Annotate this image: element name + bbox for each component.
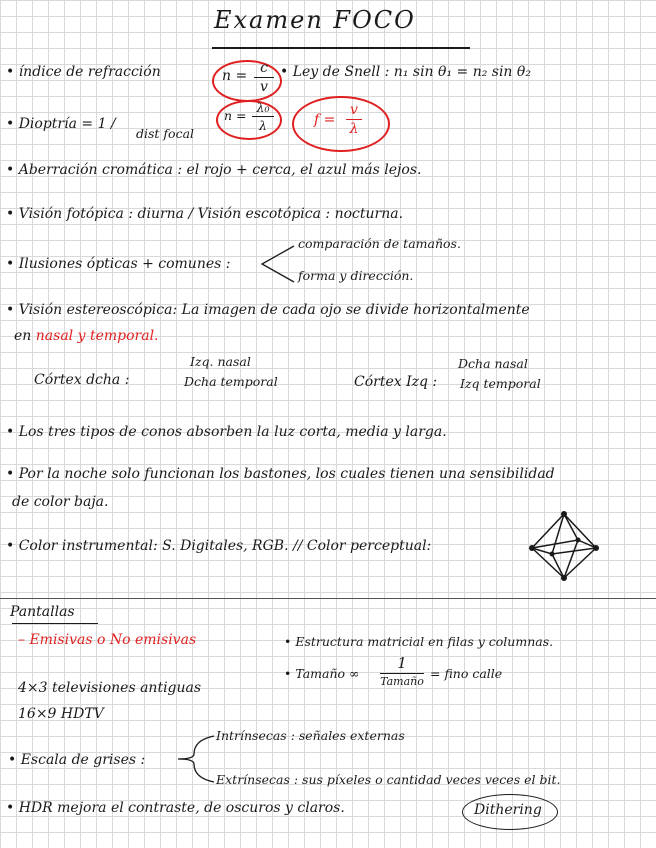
note-estereo-line2 xyxy=(14,328,159,344)
pantallas-underline xyxy=(12,623,98,624)
cortex-izq-bottom: Izq temporal xyxy=(460,376,541,391)
pantallas-tamano-rhs: = fino calle xyxy=(430,666,503,681)
cortex-dcha-bottom: Dcha temporal xyxy=(184,374,278,389)
fraction-bar xyxy=(254,77,274,78)
cortex-izq-label: Córtex Izq : xyxy=(354,374,438,390)
ilusiones-item-2: forma y dirección. xyxy=(298,268,414,283)
note-estereo-line1: • Visión estereoscópica: La imagen de cada ojo se divide horizontalmente xyxy=(6,302,530,318)
formula-n2-fraction xyxy=(252,100,274,133)
pantallas-escala-label: • Escala de grises : xyxy=(8,752,146,768)
note-snell: • Ley de Snell : n₁ sin θ₁ = n₂ sin θ₂ xyxy=(280,64,531,80)
note-dioptria-den: dist focal xyxy=(136,126,195,141)
pantallas-tamano-fraction xyxy=(380,654,424,688)
formula-f-fraction xyxy=(346,102,362,137)
pantallas-tamano-den: Tamaño xyxy=(380,675,424,688)
formula-f-num: v xyxy=(350,102,358,118)
formula-f-den: λ xyxy=(349,121,359,137)
note-ilusiones: • Ilusiones ópticas + comunes : xyxy=(6,256,231,272)
escala-extrinseca: Extrínsecas : sus píxeles o cantidad veces veces el bit. xyxy=(216,772,561,787)
note-vision: • Visión fotópica : diurna / Visión escotópica : nocturna. xyxy=(6,206,404,222)
dithering-label: Dithering xyxy=(474,802,542,818)
pantallas-tamano-lhs: • Tamaño ∞ xyxy=(284,666,360,681)
pantallas-estructura: • Estructura matricial en filas y columnas. xyxy=(284,634,554,649)
cortex-dcha-top: Izq. nasal xyxy=(190,354,251,369)
estereo-prefix: en xyxy=(14,328,32,344)
escala-brace xyxy=(174,734,218,784)
color-octahedron-sketch xyxy=(526,510,602,582)
fraction-bar xyxy=(346,119,362,120)
fraction-bar xyxy=(380,673,424,674)
note-indice: • índice de refracción xyxy=(6,64,161,80)
note-bastones-line2: de color baja. xyxy=(12,494,109,510)
page-title: Examen FOCO xyxy=(214,6,416,34)
title-underline xyxy=(212,47,470,49)
formula-n-fraction xyxy=(254,60,274,95)
ilusiones-item-1: comparación de tamaños. xyxy=(298,236,461,251)
pantallas-tv-hd: 16×9 HDTV xyxy=(18,706,104,722)
formula-n-lhs: n = xyxy=(222,68,248,84)
formula-n2-lhs: n = xyxy=(224,108,247,123)
formula-f-lhs: f = xyxy=(314,112,336,128)
note-color: • Color instrumental: S. Digitales, RGB. // Color perceptual: xyxy=(6,538,432,554)
formula-n-num: c xyxy=(260,60,268,76)
note-bastones-line1: • Por la noche solo funcionan los bastones, los cuales tienen una sensibilidad xyxy=(6,466,555,482)
pantallas-emisivas: – Emisivas o No emisivas xyxy=(18,632,197,648)
note-dioptria: • Dioptría = 1 / xyxy=(6,116,116,132)
pantallas-heading: Pantallas xyxy=(10,604,75,620)
cortex-dcha-label: Córtex dcha : xyxy=(34,372,130,388)
formula-n2-num: λ₀ xyxy=(256,100,270,115)
formula-n2-den: λ xyxy=(259,118,267,133)
pantallas-tv-old: 4×3 televisiones antiguas xyxy=(18,680,202,696)
fraction-bar xyxy=(252,116,274,117)
cortex-izq-top: Dcha nasal xyxy=(458,356,528,371)
note-conos: • Los tres tipos de conos absorben la luz corta, media y larga. xyxy=(6,424,447,440)
ilusiones-brace xyxy=(258,244,298,284)
note-aberracion: • Aberración cromática : el rojo + cerca, el azul más lejos. xyxy=(6,162,422,178)
formula-circle-f xyxy=(292,96,390,152)
formula-n-den: v xyxy=(260,79,268,95)
escala-intrinseca: Intrínsecas : señales externas xyxy=(216,728,405,743)
section-divider xyxy=(0,598,656,599)
pantallas-tamano-num: 1 xyxy=(397,654,407,672)
pantallas-hdr: • HDR mejora el contraste, de oscuros y claros. xyxy=(6,800,345,816)
estereo-red: nasal y temporal. xyxy=(35,328,159,344)
